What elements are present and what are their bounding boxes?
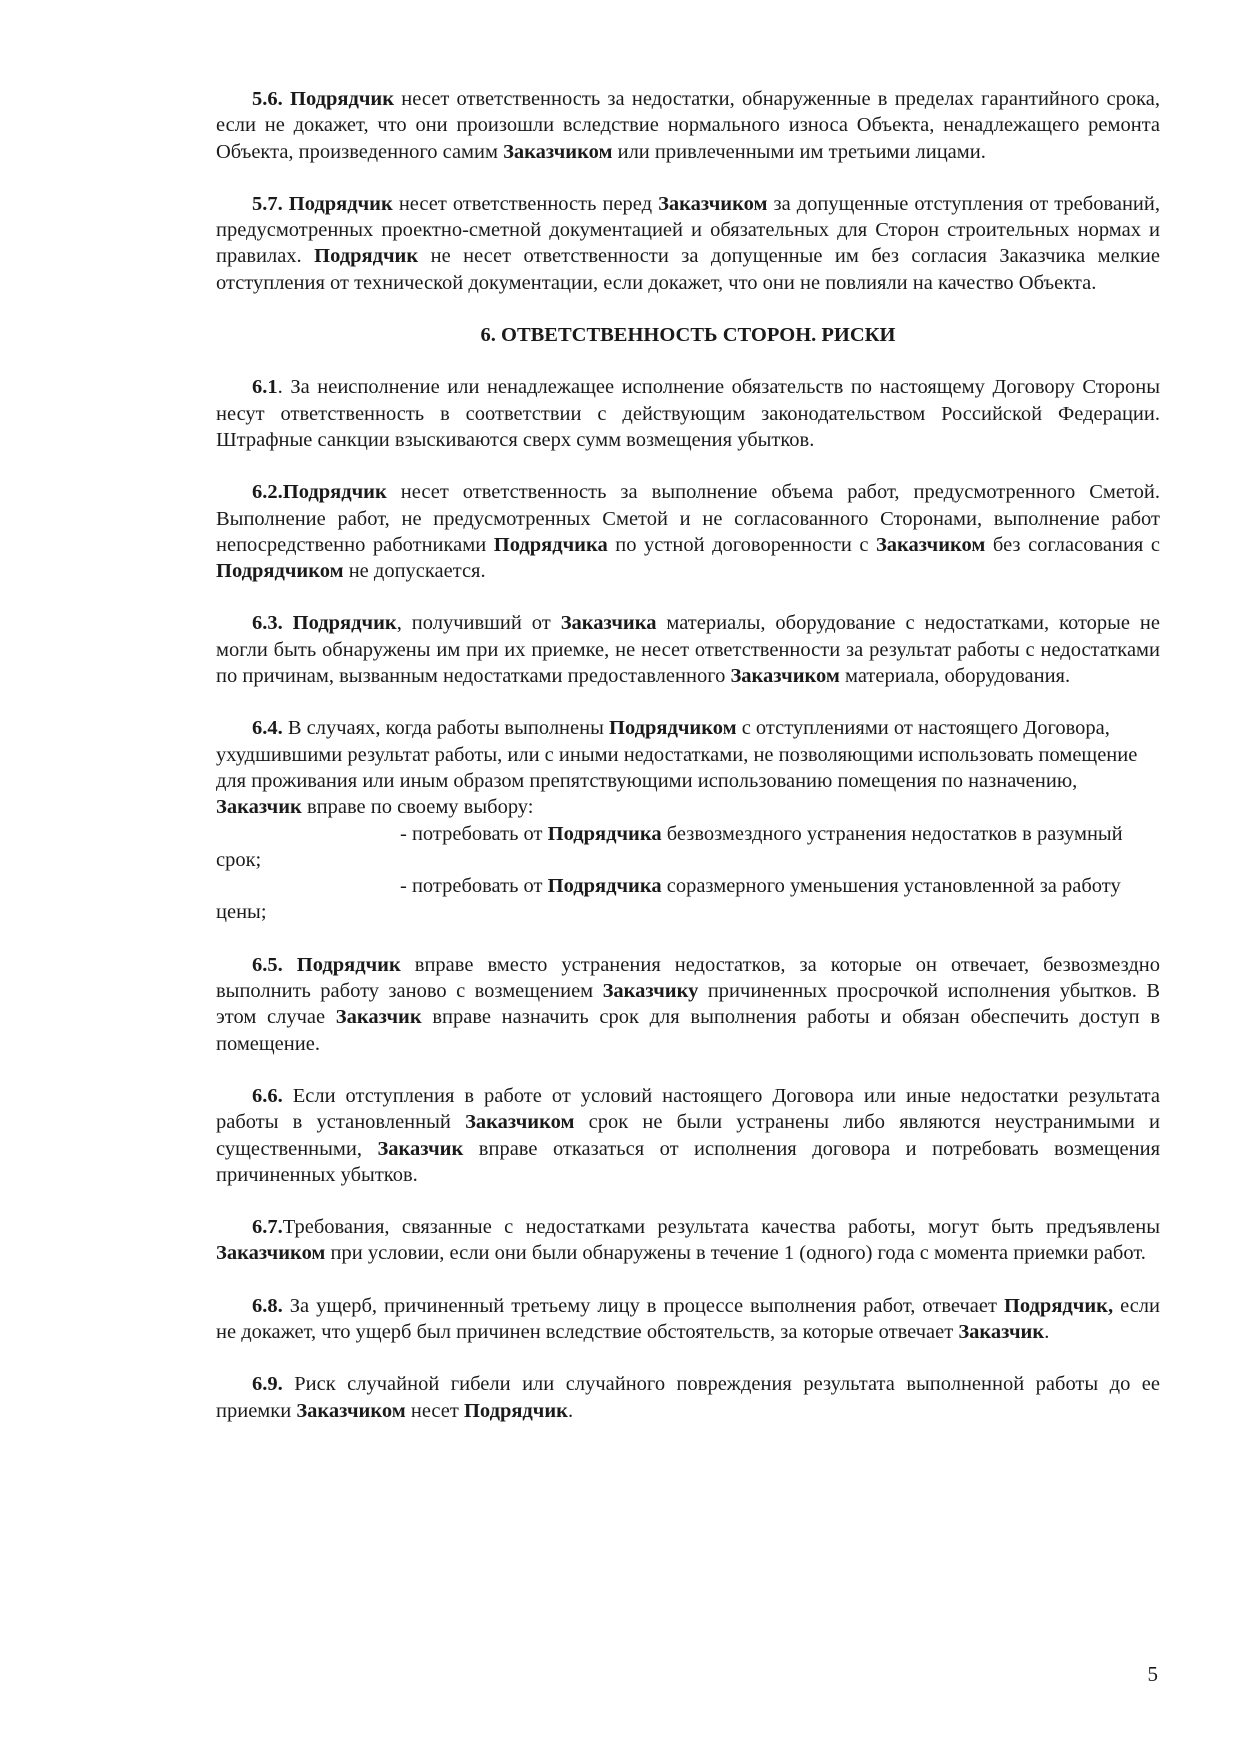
text-run: вправе по своему выбору: <box>301 796 534 819</box>
text-run: вправе вместо устранения недостатков, за которые он отвечает, безвозмездно выполнить работу заново с возмещением <box>216 953 1160 1003</box>
bold-run: Подрядчиком <box>216 560 344 583</box>
text-run: вправе назначить срок для выполнения работы и обязан обеспечить доступ в помещение. <box>216 1006 1160 1055</box>
bold-run: 5.7. Подрядчик <box>252 192 393 215</box>
text-run: Если отступления в работе от условий настоящего Договора или иные недостатки результата работы в установленный <box>216 1084 1160 1134</box>
bold-run: Заказчик <box>216 796 302 819</box>
clause-6-1 <box>216 374 1160 453</box>
bold-run: 6.1 <box>252 376 278 399</box>
clause-6-6 <box>216 1083 1160 1188</box>
text-run: не несет ответственности за допущенные им без согласия Заказчика мелкие отступления от технической документации, если докажет, что они не повлияли на качество Объекта. <box>216 245 1160 294</box>
clause-6-2 <box>216 479 1160 584</box>
clause-6-3 <box>216 610 1160 689</box>
text-run: при условии, если они были обнаружены в течение 1 (одного) года с момента приемки работ. <box>325 1242 1146 1265</box>
bold-run: Подрядчик <box>314 245 419 268</box>
clause-6-7 <box>216 1214 1160 1267</box>
bold-run: Заказчиком <box>465 1111 575 1134</box>
bold-run: Подрядчика <box>547 822 662 845</box>
bold-run: 6.9. <box>252 1373 283 1396</box>
bold-run: Заказчик <box>958 1320 1045 1343</box>
text-run: или привлеченными им третьими лицами. <box>612 140 986 163</box>
bold-run: Заказчиком <box>875 533 986 556</box>
text-run: если не докажет, что ущерб был причинен вследствие обстоятельств, за которые отвечает <box>216 1294 1160 1343</box>
text-run: без согласования с <box>985 533 1160 556</box>
page-number: 5 <box>1147 1662 1158 1686</box>
text-run: несет ответственность за недостатки, обнаруженные в пределах гарантийного срока, если не докажет, что они произошли вследствие нормального износа Объекта, ненадлежащего ремонта Объекта, произведенного самим <box>216 88 1160 163</box>
bold-run: Заказчика <box>560 612 657 635</box>
text-run: причиненных просрочкой исполнения убытков. В этом случае <box>216 980 1161 1029</box>
text-run: с отступлениями от настоящего Договора, ухудшившими результат работы, или с иными недостатками, не позволяющими использовать помещение для проживания или иным образом препятствующими использованию помещения по назначению, <box>216 717 1138 792</box>
text-run: материалы, оборудование с недостатками, которые не могли быть обнаружены им при их приемке, не несет ответственности за результат работы с недостатками по причинам, вызванным недостатками предоставленного <box>216 612 1160 688</box>
list-item <box>216 873 1160 926</box>
bold-run: Заказчиком <box>658 192 768 215</box>
bold-run: Заказчиком <box>216 1242 326 1265</box>
bold-run: Заказчиком <box>730 665 840 688</box>
bold-run: 6.5. Подрядчик <box>252 953 401 976</box>
bold-run: Заказчику <box>602 980 699 1003</box>
bold-run: Подрядчика <box>493 533 608 556</box>
bold-run: 6.7. <box>252 1216 283 1239</box>
text-run: . <box>568 1399 574 1422</box>
text-run: В случаях, когда работы выполнены <box>282 717 609 740</box>
text-run: несет ответственность за выполнение объема работ, предусмотренного Сметой. Выполнение работ, не предусмотренных Сметой и не согласованного Сторонами, выполнение работ непосредственно работниками <box>216 481 1160 556</box>
text-run: - потребовать от <box>400 875 548 898</box>
clause-6-5 <box>216 952 1160 1057</box>
text-run: по устной договоренности с <box>607 533 876 556</box>
text-run: Требования, связанные с недостатками результата качества работы, могут быть предъявлены <box>282 1216 1160 1239</box>
clause-6-8 <box>216 1293 1160 1346</box>
text-run: не допускается. <box>343 560 486 583</box>
text-run: несет <box>405 1399 464 1422</box>
text-run: . <box>1044 1320 1050 1343</box>
text-run: , получивший от <box>396 612 561 635</box>
clause-6-4 <box>216 715 1160 925</box>
text-run: срок не были устранены либо являются неустранимыми и существенными, <box>216 1111 1160 1160</box>
text-run: Риск случайной гибели или случайного повреждения результата выполненной работы до ее приемки <box>216 1373 1160 1422</box>
clause-text <box>216 715 1160 820</box>
bold-run: 5.6. Подрядчик <box>252 88 395 110</box>
bold-run: Заказчик <box>377 1137 464 1160</box>
text-run: материала, оборудования. <box>839 665 1071 688</box>
bold-run: 6.3. Подрядчик <box>252 612 397 635</box>
bold-run: 6.2.Подрядчик <box>252 481 387 504</box>
text-run: . За неисполнение или ненадлежащее исполнение обязательств по настоящему Договору Стороны несут ответственность в соответствии с действующим законодательством Российской Федерации. Штрафные санкции взыскиваются сверх сумм возмещения убытков. <box>216 376 1160 451</box>
list-item <box>216 821 1160 874</box>
text-run: безвозмездного устранения недостатков в разумный срок; <box>216 822 1123 871</box>
section-heading: 6. ОТВЕТСТВЕННОСТЬ СТОРОН. РИСКИ <box>480 324 896 347</box>
text-run: - потребовать от <box>400 822 548 845</box>
bold-run: Подрядчик <box>463 1399 568 1422</box>
page-content <box>216 86 1160 1450</box>
bold-run: 6.4. <box>252 717 283 740</box>
bold-run: 6.8. <box>252 1294 283 1317</box>
bold-run: Заказчиком <box>503 140 613 163</box>
bold-run: Заказчиком <box>296 1399 406 1422</box>
bold-run: 6.6. <box>252 1084 283 1107</box>
text-run: за допущенные отступления от требований, предусмотренных проектно-сметной документацией и обязательных для Сторон строительных нормах и правилах. <box>216 192 1160 268</box>
text-run: несет ответственность перед <box>392 192 659 215</box>
text-run: вправе отказаться от исполнения договора и потребовать возмещения причиненных убытков. <box>216 1137 1160 1186</box>
text-run: соразмерного уменьшения установленной за работу цены; <box>216 875 1121 924</box>
bold-run: Заказчик <box>335 1006 422 1029</box>
bold-run: Подрядчика <box>547 875 662 898</box>
clause-5-7 <box>216 191 1160 296</box>
clause-6-9 <box>216 1371 1160 1424</box>
text-run: За ущерб, причиненный третьему лицу в процессе выполнения работ, отвечает <box>282 1294 1004 1317</box>
clause-5-6 <box>216 86 1160 165</box>
bold-run: Подрядчиком <box>609 717 737 740</box>
bold-run: Подрядчик, <box>1003 1294 1114 1317</box>
